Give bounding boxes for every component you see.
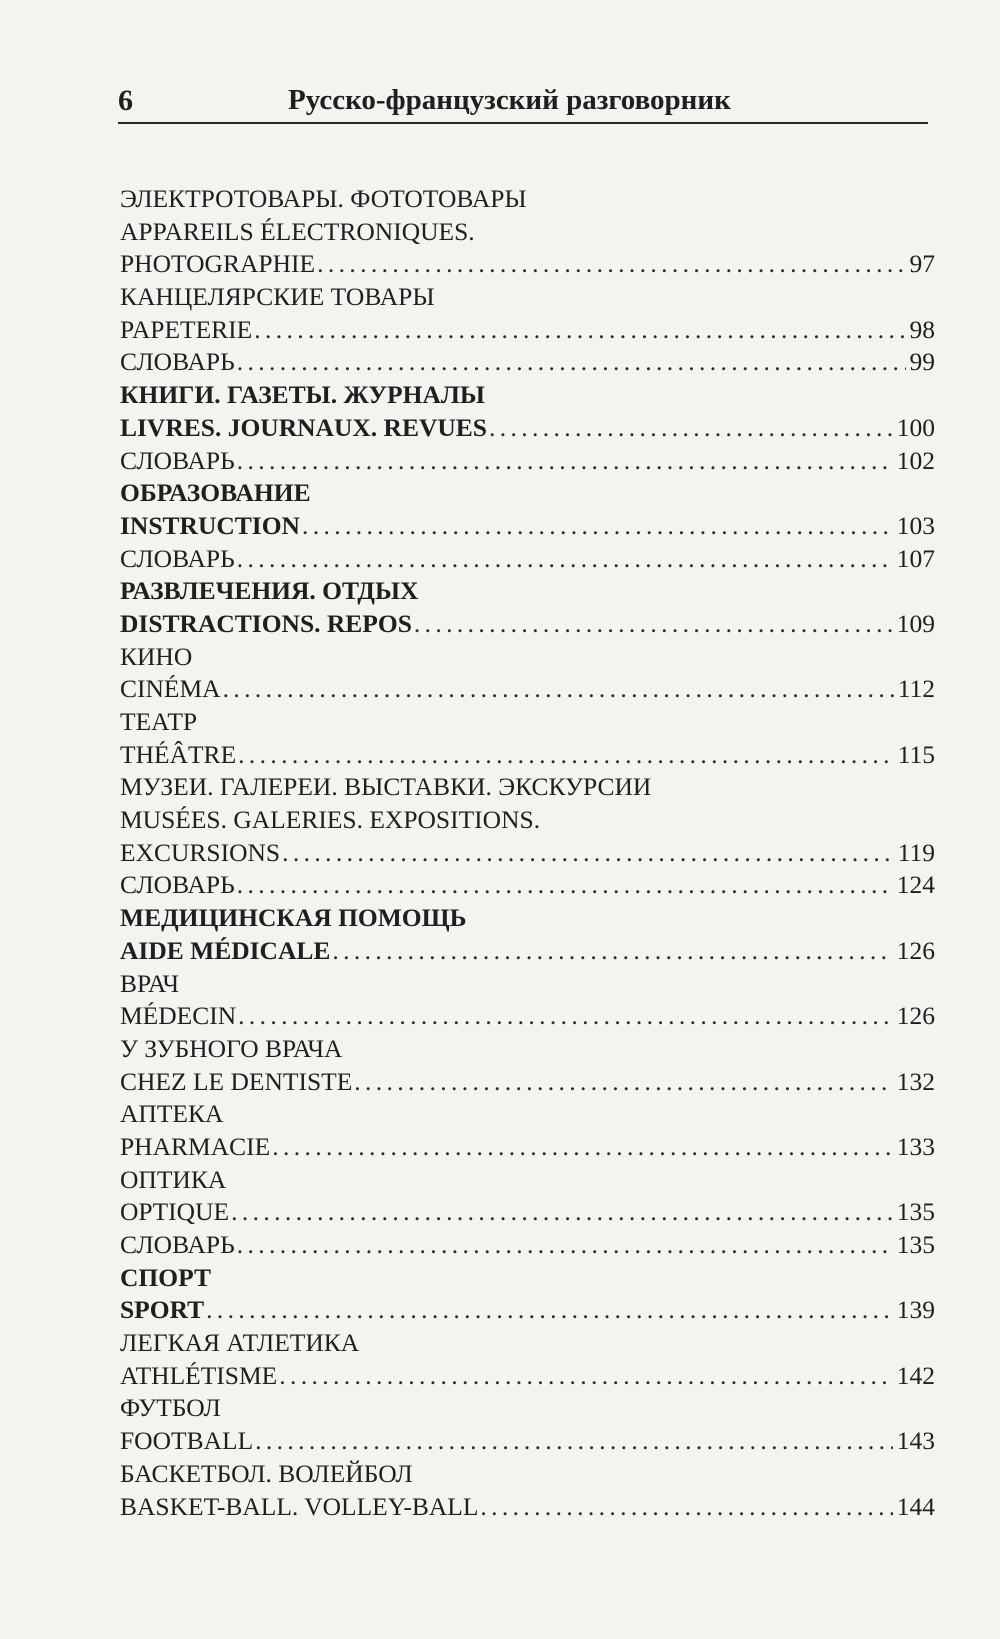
dot-leader	[317, 248, 905, 281]
dot-leader	[206, 1294, 893, 1327]
toc-entry-title: СПОРТ	[120, 1262, 211, 1292]
toc-entry	[120, 837, 935, 870]
toc-entry	[120, 445, 935, 478]
toc-entry	[120, 477, 935, 510]
toc-entry	[120, 412, 935, 445]
toc-entry	[120, 804, 935, 837]
toc-entry-page: 143	[896, 1426, 935, 1456]
toc-entry	[120, 1327, 935, 1360]
toc-entry-title: FOOTBALL	[120, 1426, 254, 1456]
toc-entry-page: 100	[896, 412, 935, 442]
dot-leader	[237, 543, 893, 576]
toc-entry-page: 142	[896, 1360, 935, 1390]
page-header	[118, 80, 928, 124]
dot-leader	[414, 608, 893, 641]
dot-leader	[272, 1131, 893, 1164]
toc-entry-title: CHEZ LE DENTISTE	[120, 1066, 353, 1096]
toc-entry	[120, 1229, 935, 1262]
toc-entry	[120, 510, 935, 543]
toc-entry-page: 112	[897, 674, 935, 704]
dot-leader	[279, 1360, 893, 1393]
toc-entry	[120, 869, 935, 902]
toc-entry-title: ОБРАЗОВАНИЕ	[120, 478, 311, 508]
toc-entry-title: У ЗУБНОГО ВРАЧА	[120, 1033, 343, 1063]
toc-entry-title: ATHLÉTISME	[120, 1360, 278, 1390]
toc-entry-title: ФУТБОЛ	[120, 1393, 221, 1423]
toc-entry	[120, 379, 935, 412]
toc-entry-title: БАСКЕТБОЛ. ВОЛЕЙБОЛ	[120, 1458, 413, 1488]
toc-entry-title: PHOTOGRAPHIE	[120, 249, 316, 279]
toc-entry-title: РАЗВЛЕЧЕНИЯ. ОТДЫХ	[120, 576, 419, 606]
toc-entry	[120, 1033, 935, 1066]
toc-entry-title: LIVRES. JOURNAUX. REVUES	[120, 412, 487, 442]
toc-entry	[120, 1000, 935, 1033]
dot-leader	[237, 1229, 893, 1262]
toc-entry-page: 98	[909, 314, 935, 344]
toc-entry-title: ТЕАТР	[120, 707, 198, 736]
table-of-contents	[120, 183, 935, 1523]
toc-entry	[120, 1098, 935, 1131]
toc-entry-page: 133	[896, 1131, 935, 1161]
toc-entry-title: ВРАЧ	[120, 968, 180, 998]
toc-entry	[120, 1360, 935, 1393]
toc-entry-title: SPORT	[120, 1295, 205, 1325]
toc-entry-title: PAPETERIE	[120, 314, 253, 344]
toc-entry-title: MUSÉES. GALERIES. EXPOSITIONS.	[120, 805, 541, 835]
toc-entry-title: КАНЦЕЛЯРСКИЕ ТОВАРЫ	[120, 282, 435, 312]
toc-entry-page: 97	[909, 249, 935, 279]
toc-entry-page: 139	[896, 1295, 935, 1325]
toc-entry-page: 126	[896, 1001, 935, 1031]
toc-entry-title: INSTRUCTION	[120, 510, 300, 540]
toc-entry-page: 102	[896, 445, 935, 475]
toc-entry-title: КИНО	[120, 641, 193, 671]
dot-leader	[354, 1066, 892, 1099]
toc-entry	[120, 1164, 935, 1197]
toc-entry	[120, 673, 935, 706]
toc-entry	[120, 1392, 935, 1425]
dot-leader	[332, 935, 892, 968]
dot-leader	[237, 869, 893, 902]
toc-entry-title: PHARMACIE	[120, 1131, 271, 1161]
toc-entry	[120, 248, 935, 281]
toc-entry-title: BASKET-BALL. VOLLEY-BALL	[120, 1491, 479, 1521]
toc-entry-title: МУЗЕИ. ГАЛЕРЕИ. ВЫСТАВКИ. ЭКСКУРСИИ	[120, 772, 652, 802]
toc-entry-title: СЛОВАРЬ	[120, 347, 235, 377]
toc-entry-title: APPAREILS ÉLECTRONIQUES.	[120, 216, 475, 246]
toc-entry	[120, 641, 935, 674]
toc-entry	[120, 1491, 935, 1524]
dot-leader	[255, 1425, 893, 1458]
toc-entry-page: 135	[896, 1230, 935, 1259]
dot-leader	[231, 1196, 893, 1229]
toc-entry-title: THÉÂTRE	[120, 739, 237, 769]
toc-entry	[120, 1458, 935, 1491]
dot-leader	[237, 445, 893, 478]
toc-entry-title: СЛОВАРЬ	[120, 1230, 235, 1259]
toc-entry-page: 132	[896, 1066, 935, 1096]
toc-entry-title: КНИГИ. ГАЗЕТЫ. ЖУРНАЛЫ	[120, 380, 485, 410]
dot-leader	[480, 1491, 892, 1524]
toc-entry-title: CINÉMA	[120, 674, 221, 704]
toc-entry	[120, 1262, 935, 1295]
toc-entry	[120, 968, 935, 1001]
dot-leader	[238, 739, 894, 772]
toc-entry-title: OPTIQUE	[120, 1197, 230, 1227]
toc-entry	[120, 935, 935, 968]
toc-entry	[120, 1425, 935, 1458]
page-number: 6	[118, 84, 133, 117]
toc-entry	[120, 543, 935, 576]
toc-entry-title: СЛОВАРЬ	[120, 543, 235, 573]
toc-entry-page: 115	[897, 739, 935, 769]
toc-entry-page: 119	[897, 837, 935, 867]
toc-entry-title: ЭЛЕКТРОТОВАРЫ. ФОТОТОВАРЫ	[120, 184, 527, 213]
toc-entry	[120, 575, 935, 608]
toc-entry-title: АПТЕКА	[120, 1099, 224, 1129]
dot-leader	[302, 510, 893, 543]
toc-entry	[120, 183, 935, 216]
toc-entry	[120, 1294, 935, 1327]
dot-leader	[238, 1000, 893, 1033]
toc-entry	[120, 706, 935, 739]
toc-entry	[120, 216, 935, 249]
dot-leader	[223, 673, 894, 706]
toc-entry-page: 107	[896, 543, 935, 573]
toc-entry-title: MÉDECIN	[120, 1001, 237, 1031]
toc-entry-title: EXCURSIONS	[120, 837, 281, 867]
toc-entry	[120, 1196, 935, 1229]
dot-leader	[254, 314, 905, 347]
toc-entry-title: МЕДИЦИНСКАЯ ПОМОЩЬ	[120, 903, 467, 933]
toc-entry-page: 144	[896, 1491, 935, 1521]
toc-entry-title: ЛЕГКАЯ АТЛЕТИКА	[120, 1328, 360, 1358]
dot-leader	[282, 837, 894, 870]
toc-entry-title: СЛОВАРЬ	[120, 870, 235, 900]
dot-leader	[489, 412, 893, 445]
toc-entry	[120, 771, 935, 804]
toc-entry-title: СЛОВАРЬ	[120, 445, 235, 475]
toc-entry-page: 109	[896, 608, 935, 638]
toc-entry	[120, 314, 935, 347]
toc-entry-title: ОПТИКА	[120, 1164, 227, 1194]
toc-entry-page: 99	[909, 347, 935, 377]
dot-leader	[237, 346, 906, 379]
toc-entry	[120, 739, 935, 772]
toc-entry	[120, 1066, 935, 1099]
toc-entry-page: 103	[896, 510, 935, 540]
toc-entry	[120, 281, 935, 314]
running-title: Русско-французский разговорник	[288, 84, 731, 116]
toc-entry	[120, 608, 935, 641]
toc-entry-title: AIDE MÉDICALE	[120, 935, 331, 965]
toc-entry-page: 135	[896, 1197, 935, 1227]
toc-entry	[120, 346, 935, 379]
toc-entry-page: 126	[896, 935, 935, 965]
toc-entry	[120, 902, 935, 935]
toc-entry-page: 124	[896, 870, 935, 900]
toc-entry	[120, 1131, 935, 1164]
toc-entry-title: DISTRACTIONS. REPOS	[120, 608, 412, 638]
